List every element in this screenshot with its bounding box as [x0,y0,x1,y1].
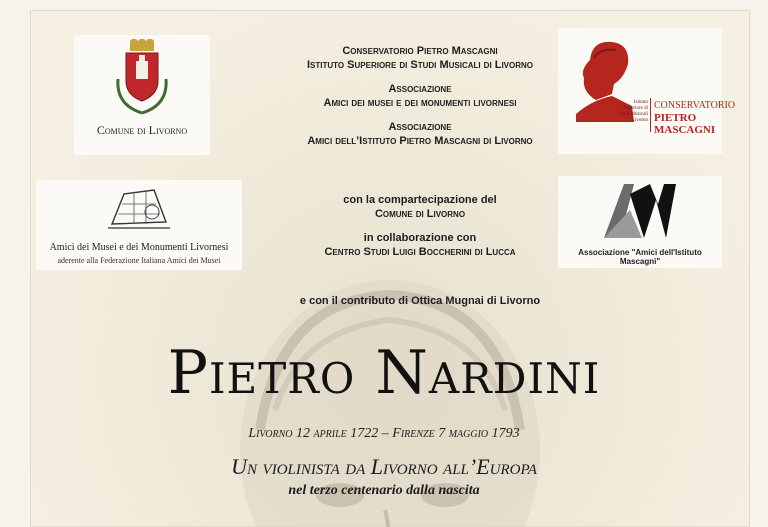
conservatorio-name-2: MASCAGNI [654,124,716,136]
conservatorio-line2: Istituto Superiore di Studi Musicali di Livorno [306,59,534,71]
amici-musei-logo [36,180,242,270]
centro-studi-text: Centro Studi Luigi Boccherini di Lucca [324,246,516,258]
am-monogram-icon [600,180,680,242]
conservatorio-line1: Conservatorio Pietro Mascagni [342,45,498,57]
header-text-block [250,44,590,158]
main-title: Pietro Nardini [167,338,601,408]
logo-divider [650,98,651,132]
contributo-text: e con il contributo di Ottica Mugnai di Livorno [299,295,541,307]
conservatorio-small-text: Istituto Superiore di Studi Musicali Livorno [618,100,648,123]
compartecipazione-text: con la compartecipazione del [343,194,497,206]
comune-text: Comune di Livorno [374,208,466,220]
collaborazione-text: in collaborazione con [363,232,477,244]
subtitle: Un violinista da Livorno all’Europa [231,454,537,479]
musei-label-line2: aderente alla Federazione Italiana Amici dei Musei [57,256,221,265]
conservatorio-name-1: PIETRO [654,112,697,124]
subtitle-2: nel terzo centenario dalla nascita [288,483,480,498]
partners-text-block [250,193,590,269]
monument-sketch-icon [104,184,174,236]
amici-mascagni-label: Associazione "Amici dell'Istituto Mascagni" [578,248,702,266]
assoc2-name: Amici dell’Istituto Pietro Mascagni di Livorno [307,135,533,147]
comune-coat-of-arms-icon [112,39,172,117]
assoc1-name: Amici dei musei e dei monumenti livornesi [323,97,517,109]
assoc2-title: Associazione [388,121,452,133]
poster [30,10,750,527]
assoc1-title: Associazione [388,83,452,95]
dates-line: Livorno 12 aprile 1722 – Firenze 7 maggio 1793 [248,426,520,441]
conservatorio-word: CONSERVATORIO [654,100,736,111]
musei-label-line1: Amici dei Musei e dei Monumenti Livornesi [49,242,229,253]
comune-logo-label: Comune di Livorno [96,123,188,137]
comune-livorno-logo [74,35,210,155]
